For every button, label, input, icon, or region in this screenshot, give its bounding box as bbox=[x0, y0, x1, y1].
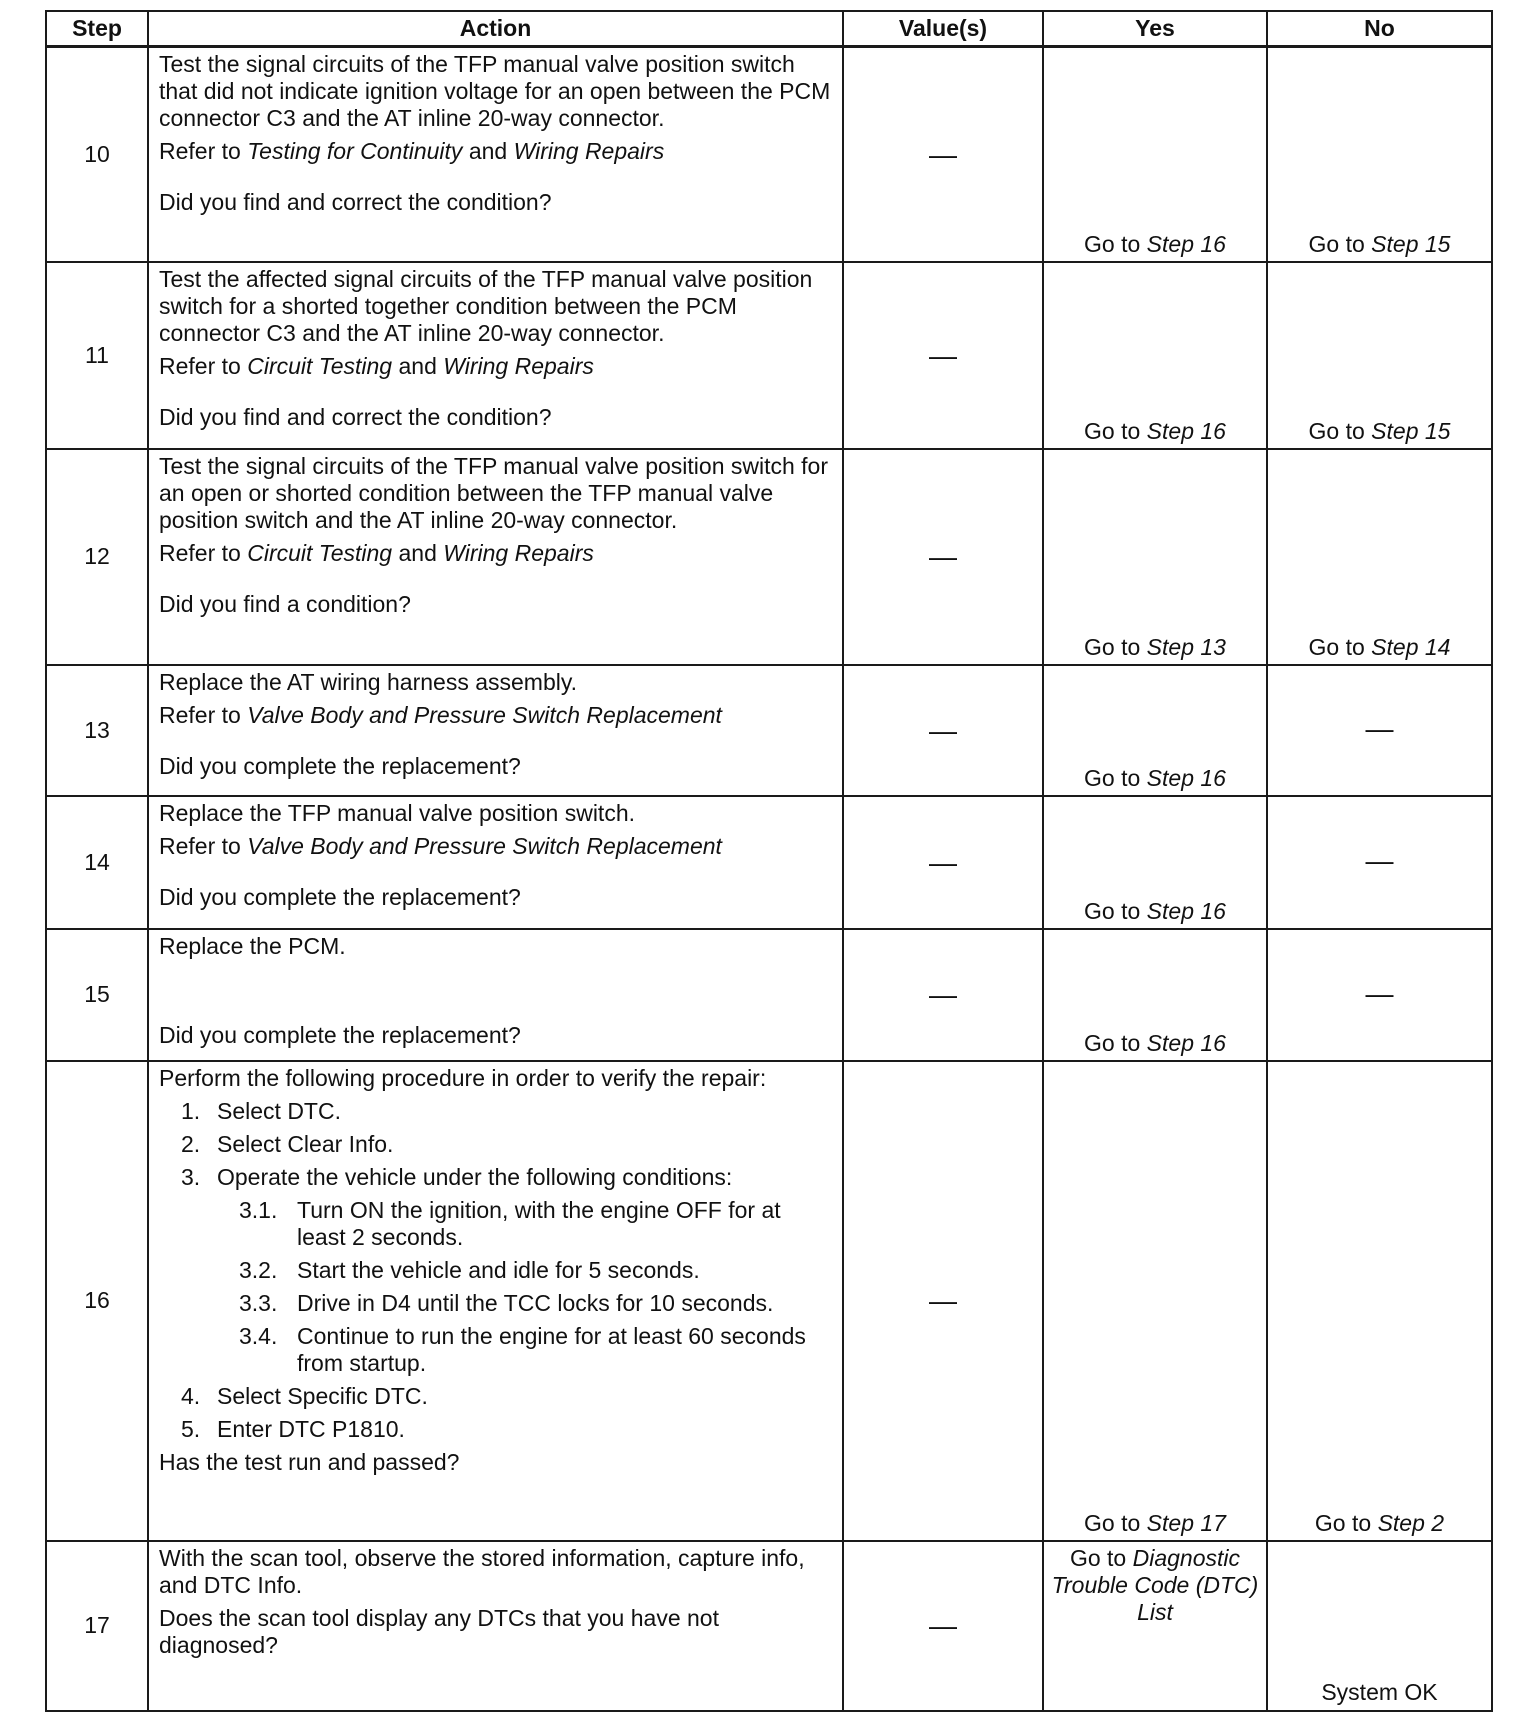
refer-line: Refer to Testing for Continuity and Wiring Repairs bbox=[159, 138, 665, 164]
action-cell bbox=[148, 665, 843, 796]
list-item: 3.3. Drive in D4 until the TCC locks for 10 seconds. bbox=[239, 1289, 774, 1316]
yes-cell: Go to Step 17 bbox=[1043, 1061, 1267, 1541]
step-link[interactable]: Step 16 bbox=[1146, 1029, 1226, 1056]
step-number: 11 bbox=[46, 262, 148, 449]
step-number: 17 bbox=[46, 1541, 148, 1711]
action-cell bbox=[148, 449, 843, 665]
value-cell: — bbox=[843, 665, 1043, 796]
question-text: Has the test run and passed? bbox=[159, 1448, 460, 1475]
step-number: 10 bbox=[46, 47, 148, 262]
step-link[interactable]: Step 16 bbox=[1146, 230, 1226, 257]
no-cell: Go to Step 15 bbox=[1267, 47, 1492, 262]
no-cell: — bbox=[1267, 665, 1492, 796]
action-text: Test the signal circuits of the TFP manual valve position switch for an open or shorted condition between the TFP manual valve position switch and the AT inline 20-way connector. bbox=[159, 452, 829, 533]
step-link[interactable]: Step 16 bbox=[1146, 897, 1226, 924]
no-cell: Go to Step 14 bbox=[1267, 449, 1492, 665]
no-cell: — bbox=[1267, 796, 1492, 929]
action-text: Test the signal circuits of the TFP manual valve position switch that did not indicate ignition voltage for an open between the PCM connector C3 and the AT inline 20-way connector. bbox=[159, 51, 831, 131]
step-link[interactable]: Step 2 bbox=[1377, 1509, 1445, 1536]
step-number: 15 bbox=[46, 929, 148, 1061]
table-row bbox=[46, 1061, 1492, 1541]
list-item: 1. Select DTC. bbox=[181, 1097, 341, 1124]
action-cell bbox=[148, 796, 843, 929]
yes-cell: Go to Step 16 bbox=[1043, 665, 1267, 796]
action-cell bbox=[148, 1541, 843, 1711]
header-values: Value(s) bbox=[843, 11, 1043, 47]
table-row bbox=[46, 665, 1492, 796]
header-step: Step bbox=[46, 11, 148, 47]
step-link[interactable]: Step 16 bbox=[1146, 764, 1226, 791]
step-number: 13 bbox=[46, 665, 148, 796]
refer-line: Refer to Valve Body and Pressure Switch Replacement bbox=[159, 832, 722, 859]
table-row bbox=[46, 262, 1492, 449]
question-text: Does the scan tool display any DTCs that you have not diagnosed? bbox=[159, 1604, 719, 1658]
yes-cell: Go to Step 16 bbox=[1043, 47, 1267, 262]
value-cell: — bbox=[843, 449, 1043, 665]
diagnostic-table bbox=[45, 10, 1493, 1712]
question-text: Did you find and correct the condition? bbox=[159, 189, 552, 215]
table-row bbox=[46, 449, 1492, 665]
header-no: No bbox=[1267, 11, 1492, 47]
step-link[interactable]: Step 13 bbox=[1146, 633, 1226, 660]
refer-link[interactable]: Wiring Repairs bbox=[443, 352, 594, 379]
step-link[interactable]: Step 16 bbox=[1146, 417, 1226, 444]
list-item: 4. Select Specific DTC. bbox=[181, 1382, 428, 1409]
table-row bbox=[46, 1541, 1492, 1711]
header-yes: Yes bbox=[1043, 11, 1267, 47]
dtc-list-link[interactable]: Diagnostic Trouble Code (DTC) List bbox=[1051, 1544, 1259, 1625]
yes-cell: Go to Step 16 bbox=[1043, 262, 1267, 449]
action-text: Replace the PCM. bbox=[159, 932, 346, 959]
question-text: Did you complete the replacement? bbox=[159, 883, 521, 910]
no-cell: Go to Step 15 bbox=[1267, 262, 1492, 449]
value-cell: — bbox=[843, 1061, 1043, 1541]
action-cell bbox=[148, 929, 843, 1061]
action-cell bbox=[148, 47, 843, 262]
step-link[interactable]: Step 15 bbox=[1371, 417, 1451, 444]
question-text: Did you find and correct the condition? bbox=[159, 403, 552, 430]
action-text: Perform the following procedure in order to verify the repair: bbox=[159, 1064, 767, 1091]
refer-line: Refer to Valve Body and Pressure Switch Replacement bbox=[159, 701, 722, 728]
action-cell bbox=[148, 1061, 843, 1541]
list-item: 5. Enter DTC P1810. bbox=[181, 1415, 405, 1442]
value-cell: — bbox=[843, 262, 1043, 449]
yes-cell: Go to Step 16 bbox=[1043, 929, 1267, 1061]
table-row bbox=[46, 796, 1492, 929]
step-link[interactable]: Step 17 bbox=[1146, 1509, 1226, 1536]
step-number: 14 bbox=[46, 796, 148, 929]
refer-link[interactable]: Valve Body and Pressure Switch Replacement bbox=[247, 701, 722, 728]
table-row bbox=[46, 47, 1492, 262]
value-cell: — bbox=[843, 929, 1043, 1061]
refer-link[interactable]: Wiring Repairs bbox=[513, 138, 665, 164]
list-item: 3.1. Turn ON the ignition, with the engine OFF for at least 2 seconds. bbox=[239, 1196, 781, 1250]
list-item: 3. Operate the vehicle under the following conditions: 3.1. Turn ON the ignition, with the engine OFF for at least 2 seconds. 3.2. Start the vehicle and idle for 5 seconds. 3.3. Drive in D4 until the TCC locks for 10 seconds. 3.4. Continue to run the engine for at least 60 seconds from startup. bbox=[159, 1164, 834, 1377]
refer-link[interactable]: Wiring Repairs bbox=[443, 539, 594, 566]
sub-procedure-list bbox=[217, 1197, 834, 1377]
step-link[interactable]: Step 15 bbox=[1371, 230, 1451, 257]
no-cell: — bbox=[1267, 929, 1492, 1061]
refer-link[interactable]: Testing for Continuity bbox=[247, 138, 463, 164]
action-text: Replace the TFP manual valve position switch. bbox=[159, 799, 636, 826]
question-text: Did you complete the replacement? bbox=[159, 752, 521, 779]
action-text: With the scan tool, observe the stored information, capture info, and DTC Info. bbox=[159, 1544, 805, 1598]
refer-line: Refer to Circuit Testing and Wiring Repairs bbox=[159, 539, 594, 566]
header-row bbox=[46, 11, 1492, 47]
refer-link[interactable]: Valve Body and Pressure Switch Replacement bbox=[247, 832, 722, 859]
step-link[interactable]: Step 14 bbox=[1371, 633, 1451, 660]
action-text: Test the affected signal circuits of the TFP manual valve position switch for a shorted together condition between the PCM connector C3 and the AT inline 20-way connector. bbox=[159, 265, 813, 346]
yes-cell: Go to Step 13 bbox=[1043, 449, 1267, 665]
step-number: 12 bbox=[46, 449, 148, 665]
no-cell: System OK bbox=[1267, 1541, 1492, 1711]
refer-link[interactable]: Circuit Testing bbox=[247, 352, 393, 379]
list-item: 3.4. Continue to run the engine for at least 60 seconds from startup. bbox=[239, 1322, 806, 1376]
action-cell bbox=[148, 262, 843, 449]
yes-cell: Go to Step 16 bbox=[1043, 796, 1267, 929]
no-cell: Go to Step 2 bbox=[1267, 1061, 1492, 1541]
header-action: Action bbox=[148, 11, 843, 47]
table-row bbox=[46, 929, 1492, 1061]
value-cell: — bbox=[843, 796, 1043, 929]
procedure-list bbox=[159, 1098, 834, 1443]
refer-link[interactable]: Circuit Testing bbox=[247, 539, 393, 566]
question-text: Did you find a condition? bbox=[159, 590, 411, 617]
value-cell: — bbox=[843, 1541, 1043, 1711]
list-item: 3.2. Start the vehicle and idle for 5 seconds. bbox=[239, 1256, 700, 1283]
step-number: 16 bbox=[46, 1061, 148, 1541]
list-item: 2. Select Clear Info. bbox=[181, 1130, 394, 1157]
question-text: Did you complete the replacement? bbox=[159, 1021, 521, 1048]
refer-line: Refer to Circuit Testing and Wiring Repairs bbox=[159, 352, 594, 379]
value-cell: — bbox=[843, 47, 1043, 262]
yes-cell: Go to Diagnostic Trouble Code (DTC) List bbox=[1043, 1541, 1267, 1711]
action-text: Replace the AT wiring harness assembly. bbox=[159, 668, 578, 695]
